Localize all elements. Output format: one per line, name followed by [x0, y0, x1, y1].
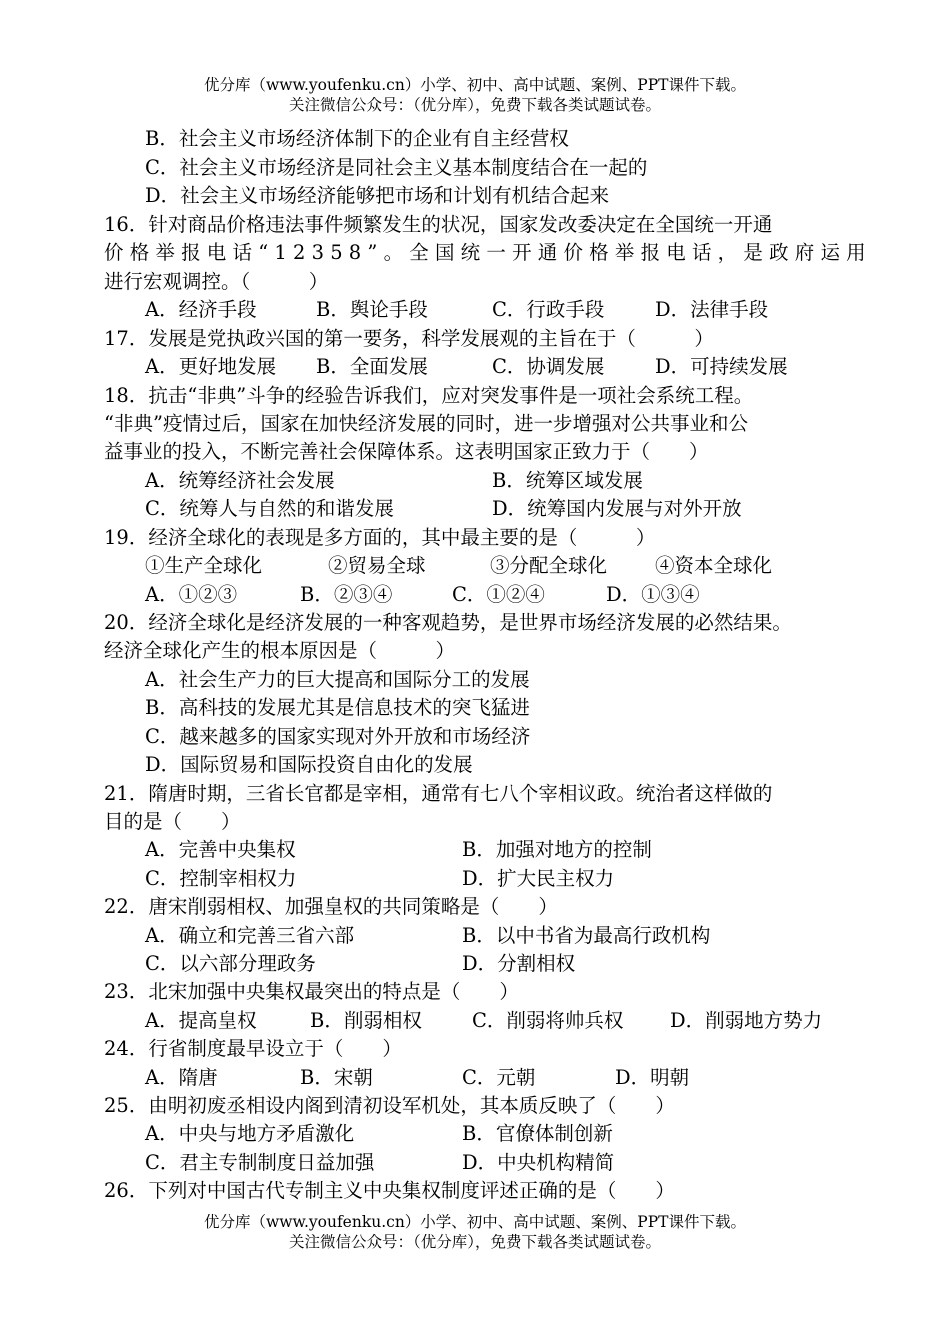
q25-option-c: C．君主专制制度日益加强 — [145, 1151, 375, 1174]
q18-stem-line-1: 18．抗击“非典”斗争的经验告诉我们，应对突发事件是一项社会系统工程。 — [104, 384, 754, 407]
q19-item-1: ①生产全球化 — [145, 554, 263, 577]
q19-item-3: ③分配全球化 — [490, 554, 608, 577]
q22-option-d: D．分割相权 — [462, 952, 576, 975]
q24-option-b: B．宋朝 — [300, 1066, 373, 1089]
q24-option-c: C．元朝 — [462, 1066, 536, 1089]
q21-option-b: B．加强对地方的控制 — [462, 838, 652, 861]
q19-option-c: C．①②④ — [452, 583, 545, 606]
q20-option-b: B．高科技的发展尤其是信息技术的突飞猛进 — [145, 696, 530, 719]
q15-option-b: B．社会主义市场经济体制下的企业有自主经营权 — [145, 127, 569, 150]
q25-option-d: D．中央机构精简 — [462, 1151, 615, 1174]
q20-option-d: D．国际贸易和国际投资自由化的发展 — [145, 753, 473, 776]
q18-option-d: D．统筹国内发展与对外开放 — [492, 497, 742, 520]
q22-option-c: C．以六部分理政务 — [145, 952, 316, 975]
q16-option-a: A．经济手段 — [145, 298, 257, 321]
footer-line-2: 关注微信公众号：（优分库），免费下载各类试题试卷。 — [288, 1233, 661, 1251]
q18-option-c: C．统筹人与自然的和谐发展 — [145, 497, 394, 520]
q15-option-c: C．社会主义市场经济是同社会主义基本制度结合在一起的 — [145, 156, 648, 179]
q20-stem-line-1: 20．经济全球化是经济发展的一种客观趋势，是世界市场经济发展的必然结果。 — [104, 611, 792, 634]
q23-option-d: D．削弱地方势力 — [670, 1009, 823, 1032]
q17-stem: 17．发展是党执政兴国的第一要务，科学发展观的主旨在于（ ） — [104, 327, 714, 350]
q21-option-a: A．完善中央集权 — [145, 838, 296, 861]
q24-option-d: D．明朝 — [615, 1066, 690, 1089]
q19-option-a: A．①②③ — [145, 583, 238, 606]
q18-stem-line-2: “非典”疫情过后，国家在加快经济发展的同时，进一步增强对公共事业和公 — [104, 412, 748, 435]
q16-stem-line-3: 进行宏观调控。（ ） — [104, 270, 329, 293]
q21-option-d: D．扩大民主权力 — [462, 867, 615, 890]
q18-stem-line-3: 益事业的投入，不断完善社会保障体系。这表明国家正致力于（ ） — [104, 440, 709, 463]
q16-stem-line-1: 16．针对商品价格违法事件频繁发生的状况，国家发改委决定在全国统一开通 — [104, 213, 773, 236]
q21-option-c: C．控制宰相权力 — [145, 867, 297, 890]
q18-option-b: B．统筹区域发展 — [492, 469, 643, 492]
q20-stem-line-2: 经济全球化产生的根本原因是（ ） — [104, 639, 456, 662]
q21-stem-line-1: 21．隋唐时期，三省长官都是宰相，通常有七八个宰相议政。统治者这样做的 — [104, 782, 773, 805]
q20-option-a: A．社会生产力的巨大提高和国际分工的发展 — [145, 668, 530, 691]
q19-option-d: D．①③④ — [606, 583, 700, 606]
q24-stem: 24．行省制度最早设立于（ ） — [104, 1037, 402, 1060]
q22-stem: 22．唐宋削弱相权、加强皇权的共同策略是（ ） — [104, 895, 558, 918]
q21-stem-line-2: 目的是（ ） — [104, 810, 241, 833]
header-line-2: 关注微信公众号：（优分库），免费下载各类试题试卷。 — [288, 96, 661, 114]
q24-option-a: A．隋唐 — [145, 1066, 218, 1089]
q17-option-c: C．协调发展 — [492, 355, 605, 378]
q17-option-d: D．可持续发展 — [655, 355, 788, 378]
q25-option-b: B．官僚体制创新 — [462, 1122, 613, 1145]
q22-option-b: B．以中书省为最高行政机构 — [462, 924, 711, 947]
q17-option-a: A．更好地发展 — [145, 355, 277, 378]
q23-option-a: A．提高皇权 — [145, 1009, 257, 1032]
q16-option-d: D．法律手段 — [655, 298, 769, 321]
q20-option-c: C．越来越多的国家实现对外开放和市场经济 — [145, 725, 531, 748]
q16-option-b: B．舆论手段 — [316, 298, 428, 321]
q22-option-a: A．确立和完善三省六部 — [145, 924, 355, 947]
q17-option-b: B．全面发展 — [316, 355, 428, 378]
q18-option-a: A．统筹经济社会发展 — [145, 469, 335, 492]
q23-option-b: B．削弱相权 — [310, 1009, 422, 1032]
q23-option-c: C．削弱将帅兵权 — [472, 1009, 624, 1032]
q19-option-b: B．②③④ — [300, 583, 393, 606]
q15-option-d: D．社会主义市场经济能够把市场和计划有机结合起来 — [145, 184, 610, 207]
q25-option-a: A．中央与地方矛盾激化 — [145, 1122, 355, 1145]
q16-stem-line-2: 价格举报电话“12358”。全国统一开通价格举报电话，是政府运用 — [104, 241, 872, 264]
q25-stem: 25．由明初废丞相设内阁到清初设军机处，其本质反映了（ ） — [104, 1094, 675, 1117]
q19-item-4: ④资本全球化 — [655, 554, 773, 577]
header-line-1: 优分库（www.youfenku.cn）小学、初中、高中试题、案例、PPT课件下载。 — [203, 76, 747, 94]
q19-item-2: ②贸易全球 — [328, 554, 426, 577]
q19-stem: 19．经济全球化的表现是多方面的，其中最主要的是（ ） — [104, 526, 656, 549]
q26-stem: 26．下列对中国古代专制主义中央集权制度评述正确的是（ ） — [104, 1179, 675, 1202]
q16-option-c: C．行政手段 — [492, 298, 605, 321]
footer-line-1: 优分库（www.youfenku.cn）小学、初中、高中试题、案例、PPT课件下载。 — [203, 1213, 747, 1231]
q23-stem: 23．北宋加强中央集权最突出的特点是（ ） — [104, 980, 519, 1003]
